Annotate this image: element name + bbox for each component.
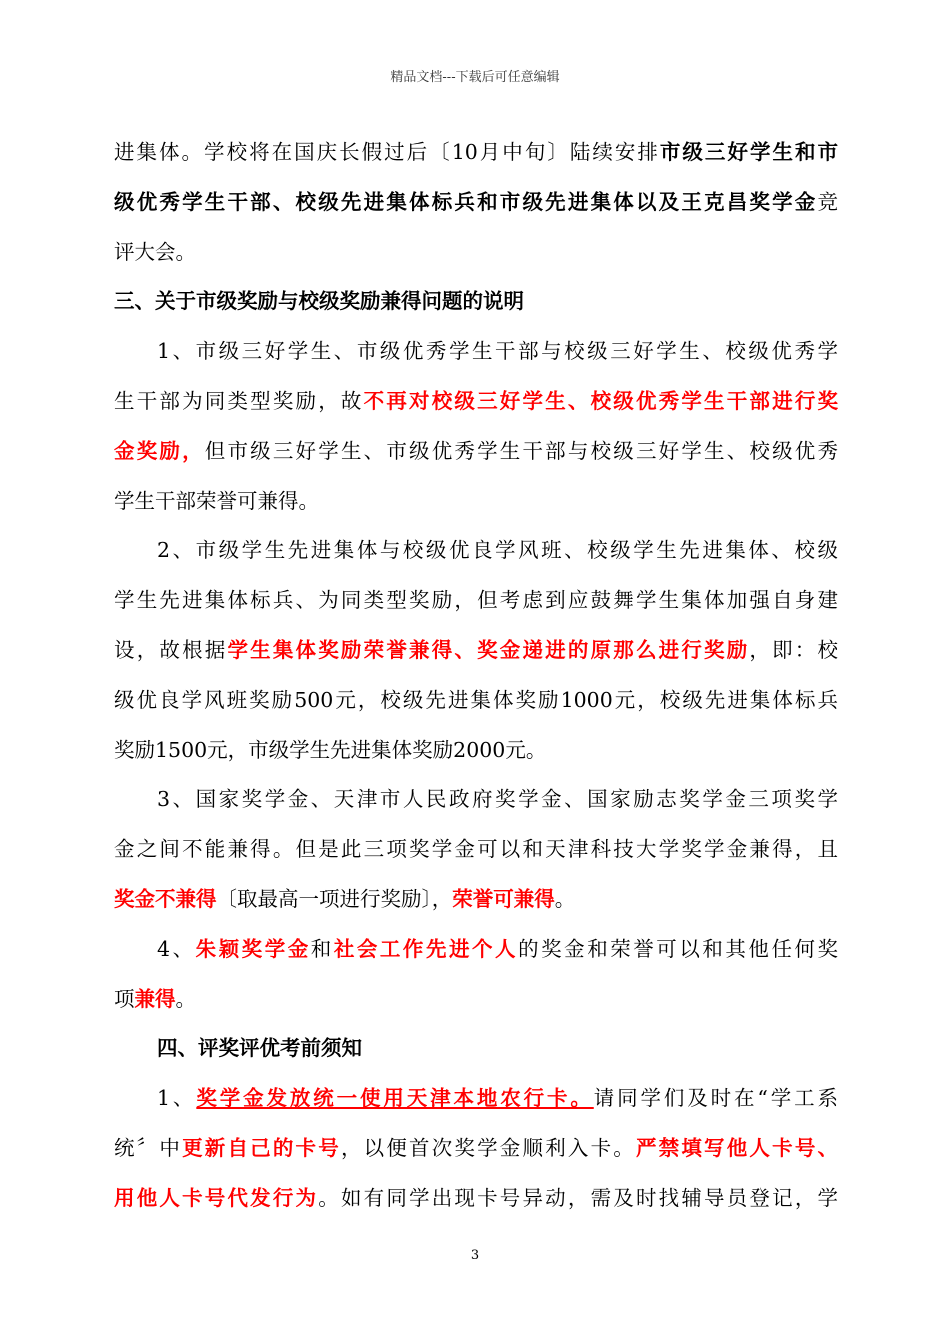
- text-run: 奖学金发放统一使用天津本地农行卡。: [196, 1086, 594, 1111]
- text-run: 1、: [157, 1086, 197, 1111]
- text-line: [114, 178, 838, 228]
- text-run: 级优良学风班奖励500元，校级先进集体奖励1000元，校级先进集体标兵: [114, 687, 838, 712]
- text-run: 市级三好学生和市: [659, 140, 838, 164]
- text-run: 2、市级学生先进集体与校级优良学风班、校级学生先进集体、校级: [157, 538, 838, 563]
- text-line: [114, 1074, 838, 1124]
- text-run: 和: [310, 936, 334, 961]
- text-run: 4、: [157, 936, 196, 961]
- text-line: [114, 825, 838, 875]
- text-run: 金之间不能兼得。但是此三项奖学金可以和天津科技大学奖学金兼得，且: [114, 837, 838, 862]
- text-run: 学生干部荣誉可兼得。: [114, 488, 319, 513]
- text-run: 三、关于市级奖励与校级奖励兼得问题的说明: [114, 289, 524, 314]
- text-line: [114, 477, 838, 527]
- text-run: 朱颖奖学金: [195, 936, 311, 961]
- text-run: 荣誉可兼得: [452, 886, 555, 911]
- text-run: 的奖金和荣誉可以和其他任何奖: [518, 936, 838, 961]
- text-run: 。: [175, 986, 196, 1011]
- text-run: ，以便首次奖学金顺利入卡。: [340, 1135, 636, 1160]
- page-header: 精品文档---下载后可任意编辑: [390, 70, 560, 85]
- text-line: [114, 975, 838, 1025]
- text-run: 奖励1500元，市级学生先进集体奖励2000元。: [114, 737, 547, 762]
- text-line: [114, 726, 838, 776]
- text-run: 项: [114, 986, 135, 1011]
- text-line: [114, 875, 838, 925]
- text-line: [114, 327, 838, 377]
- text-run: 〔取最高一项进行奖励〕，: [216, 886, 453, 911]
- section-heading: [114, 1024, 838, 1074]
- text-run: 。如有同学出现卡号异动，需及时找辅导员登记，学: [318, 1185, 838, 1210]
- text-run: 3、国家奖学金、天津市人民政府奖学金、国家励志奖学金三项奖学: [157, 787, 838, 812]
- text-run: 竞: [817, 189, 838, 214]
- text-line: [114, 576, 838, 626]
- text-run: 严禁填写他人卡号、: [635, 1135, 838, 1160]
- text-line: [114, 676, 838, 726]
- text-line: [114, 377, 838, 427]
- text-line: [114, 228, 838, 278]
- text-line: [114, 1124, 838, 1174]
- text-run: 不再对校级三好学生、校级优秀学生干部进行奖: [363, 388, 838, 413]
- text-line: [114, 128, 838, 178]
- text-run: 学生集体奖励荣誉兼得、奖金递进的原那么进行奖励: [227, 637, 750, 662]
- text-run: 级优秀学生干部、校级先进集体标兵和市级先进集体以及王克昌奖学金: [114, 189, 818, 214]
- text-run: 统〞中: [114, 1135, 183, 1160]
- text-run: 金奖励，: [114, 438, 205, 463]
- text-run: 四、评奖评优考前须知: [157, 1036, 362, 1061]
- text-line: [114, 1174, 838, 1224]
- text-line: [114, 427, 838, 477]
- text-run: ，即：校: [749, 637, 838, 662]
- text-run: 更新自己的卡号: [182, 1135, 341, 1160]
- text-run: 评大会。: [114, 239, 196, 264]
- text-run: 社会工作先进个人: [333, 936, 519, 961]
- text-run: 生干部为同类型奖励，故: [114, 388, 364, 413]
- text-run: 奖金不兼得: [114, 886, 217, 911]
- section-heading: [114, 277, 838, 327]
- text-run: 进集体。学校将在国庆长假过后〔10月中旬〕陆续安排: [114, 140, 660, 164]
- text-run: 兼得: [134, 986, 176, 1011]
- text-run: 请同学们及时在“学工系: [593, 1086, 838, 1111]
- document-body: [114, 128, 838, 1224]
- text-run: 。: [554, 886, 576, 911]
- text-run: 设，故根据: [114, 637, 228, 662]
- text-line: [114, 526, 838, 576]
- text-run: 1、市级三好学生、市级优秀学生干部与校级三好学生、校级优秀学: [157, 339, 838, 364]
- text-run: 但市级三好学生、市级优秀学生干部与校级三好学生、校级优秀: [204, 438, 838, 463]
- text-line: [114, 626, 838, 676]
- text-run: 用他人卡号代发行为: [114, 1185, 319, 1210]
- text-run: 学生先进集体标兵、为同类型奖励，但考虑到应鼓舞学生集体加强自身建: [114, 588, 838, 613]
- text-line: [114, 775, 838, 825]
- page-number: 3: [470, 1248, 480, 1263]
- text-line: [114, 925, 838, 975]
